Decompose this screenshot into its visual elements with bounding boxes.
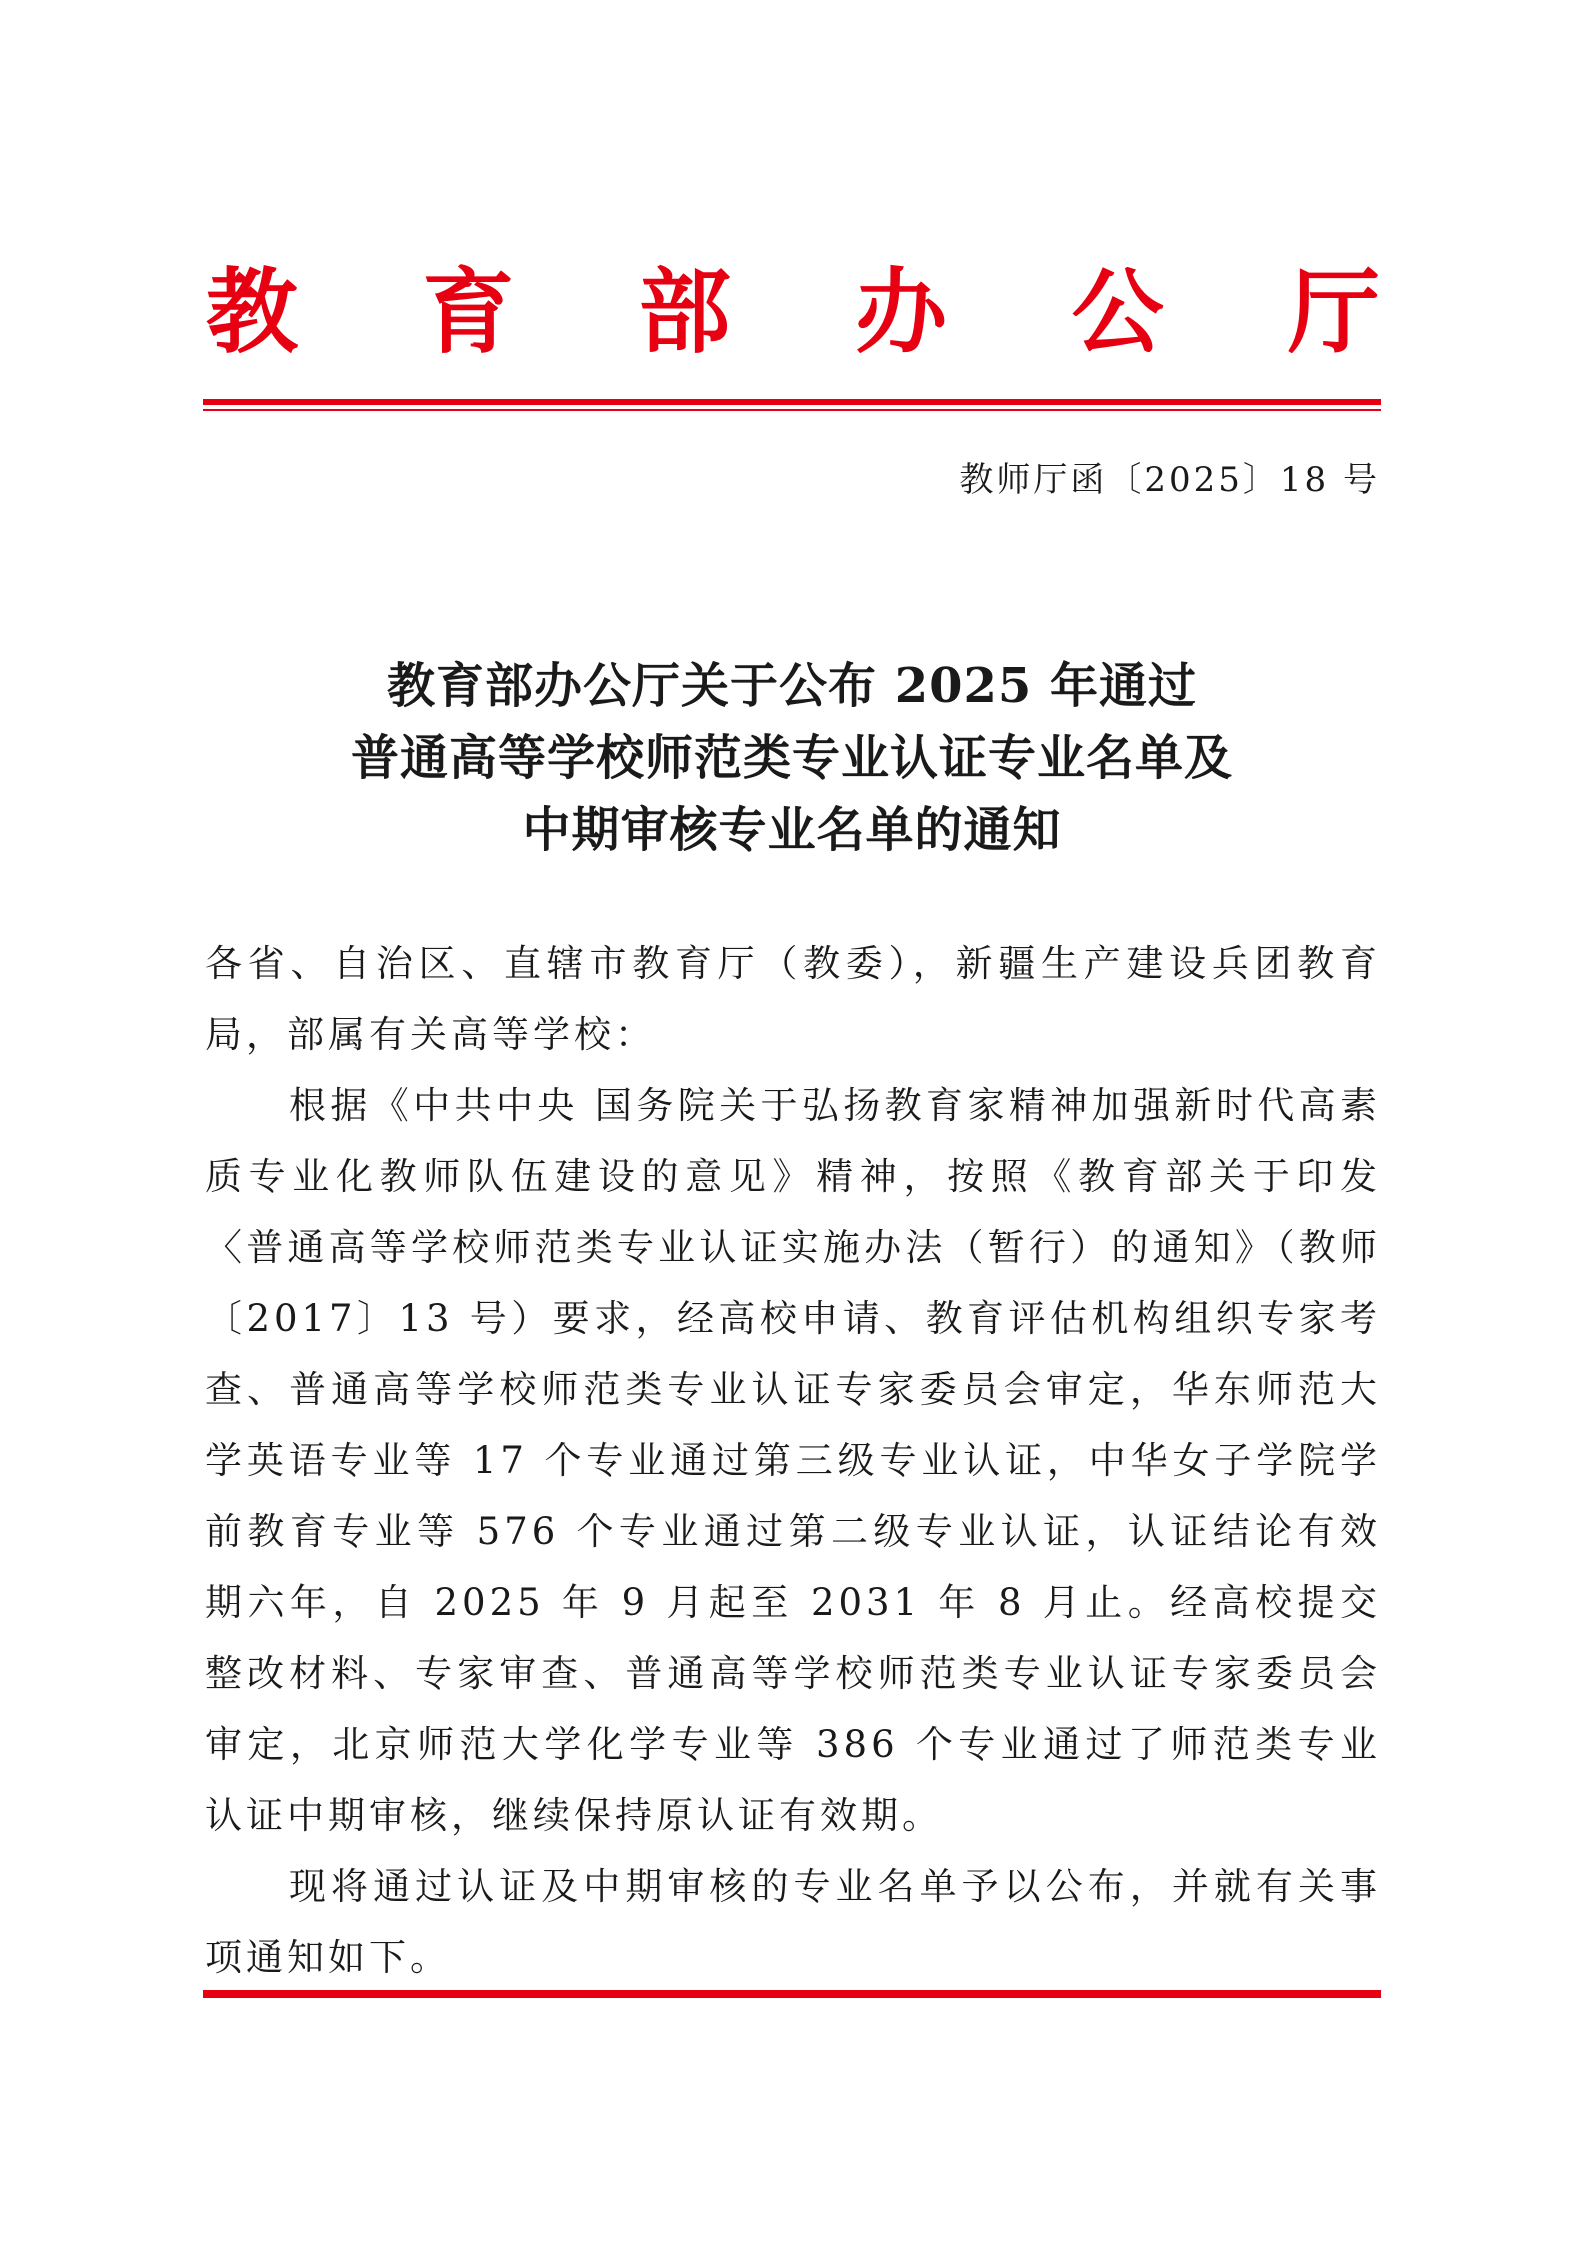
document-title xyxy=(203,650,1381,866)
body-paragraph: 现将通过认证及中期审核的专业名单予以公布，并就有关事项通知如下。 xyxy=(205,1865,1381,1979)
letterhead xyxy=(206,258,1380,366)
letterhead-char: 教 xyxy=(206,258,299,366)
letterhead-char: 育 xyxy=(422,258,515,366)
footer-divider xyxy=(203,1986,1381,1998)
document-number: 教师厅函〔2025〕18 号 xyxy=(959,460,1380,500)
title-line: 教育部办公厅关于公布 2025 年通过 xyxy=(386,658,1198,714)
letterhead-char: 公 xyxy=(1071,258,1164,366)
title-line: 普通高等学校师范类专业认证专业名单及 xyxy=(350,730,1233,786)
letterhead-char: 厅 xyxy=(1287,258,1380,366)
letterhead-char: 办 xyxy=(855,258,948,366)
body-paragraph: 根据《中共中央 国务院关于弘扬教育家精神加强新时代高素质专业化教师队伍建设的意见》精神，按照《教育部关于印发〈普通高等学校师范类专业认证实施办法（暂行）的通知》（教师〔2017〕13 号）要求，经高校申请、教育评估机构组织专家考查、普通高等学校师范类专业认证专家委员会审定，华东师范大学英语专业等 17 个专业通过第三级专业认证，中华女子学院学前教育专业等 576 个专业通过第二级专业认证，认证结论有效期六年，自 2025 年 9 月起至 2031 年 8 月止。经高校提交整改材料、专家审查、普通高等学校师范类专业认证专家委员会审定，北京师范大学化学专业等 386 个专业通过了师范类专业认证中期审核，继续保持原认证有效期。 xyxy=(205,1084,1381,1837)
letterhead-divider xyxy=(203,399,1381,411)
document-body xyxy=(205,928,1381,1993)
title-line: 中期审核专业名单的通知 xyxy=(522,802,1062,858)
letterhead-char: 部 xyxy=(638,258,731,366)
salutation: 各省、自治区、直辖市教育厅（教委），新疆生产建设兵团教育局，部属有关高等学校： xyxy=(205,942,1381,1056)
